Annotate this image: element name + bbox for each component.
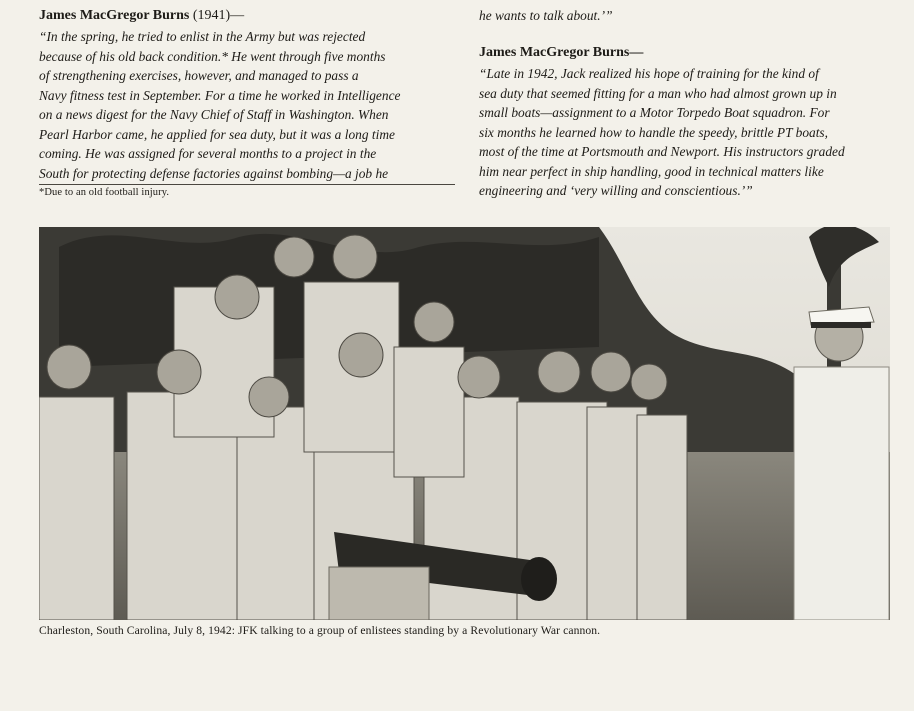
left-quote-line: on a news digest for the Navy Chief of Staff in Washington. When: [39, 107, 389, 122]
right-quote: [479, 64, 885, 201]
right-column: [479, 44, 885, 201]
right-quote-line: “Late in 1942, Jack realized his hope of training for the kind of: [479, 66, 819, 81]
right-quote-line: him near perfect in ship handling, good in technical matters like: [479, 163, 824, 179]
left-quote-line: of strengthening exercises, however, and managed to pass a: [39, 68, 359, 83]
historical-photo: [39, 227, 890, 620]
left-quote-line: coming. He was assigned for several months to a project in the: [39, 146, 377, 161]
photograph-icon: [39, 227, 890, 620]
right-quote-line: most of the time at Portsmouth and Newport. His instructors graded: [479, 144, 845, 159]
left-author-name: James MacGregor Burns: [39, 8, 190, 23]
left-author-year: (1941)—: [192, 8, 245, 23]
footnote: *Due to an old football injury.: [39, 187, 170, 198]
left-quote-line: Pearl Harbor came, he applied for sea duty, but it was a long time: [39, 126, 395, 142]
left-quote-line: Navy fitness test in September. For a time he worked in Intelligence: [39, 87, 401, 103]
left-quote-line: “In the spring, he tried to enlist in the Army but was rejected: [39, 29, 366, 44]
footnote-divider: [39, 184, 455, 185]
left-quote: [39, 27, 457, 183]
right-author-name: James MacGregor Burns—: [479, 45, 644, 60]
right-quote-line: sea duty that seemed fitting for a man who had almost grown up in: [479, 85, 837, 101]
left-column: [39, 7, 457, 183]
right-quote-line: engineering and ‘very willing and conscientious.’”: [479, 183, 753, 198]
right-quote-line: six months he learned how to handle the speedy, brittle PT boats,: [479, 124, 828, 140]
left-quote-line: because of his old back condition.* He went through five months: [39, 48, 386, 64]
right-continued-line: he wants to talk about.’”: [479, 8, 613, 23]
left-attribution-heading: [39, 7, 457, 25]
left-quote-line: South for protecting defense factories against bombing—a job he: [39, 165, 389, 181]
right-quote-line: small boats—assignment to a Motor Torpedo Boat squadron. For: [479, 105, 830, 120]
photo-caption: Charleston, South Carolina, July 8, 1942: JFK talking to a group of enlistees standing by a Revolutionary War cannon.: [39, 624, 601, 637]
